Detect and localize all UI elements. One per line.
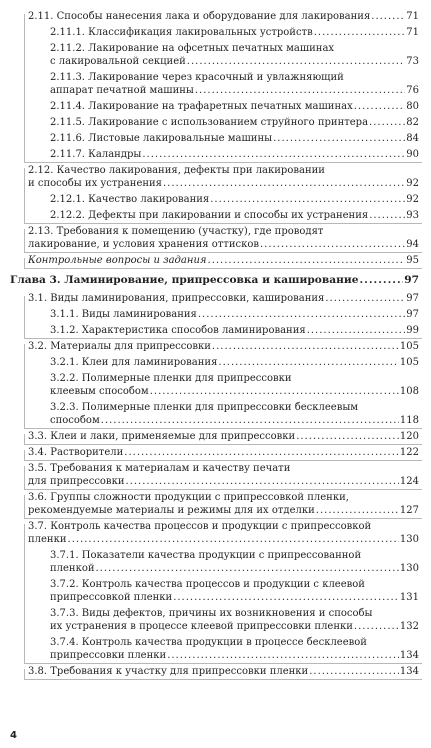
toc-entry-title: аппарат печатной машины — [50, 85, 194, 96]
toc-entry-title: 2.11.5. Лакирование с использованием струйного принтера — [50, 117, 369, 128]
toc-entry-title: 2.11. Способы нанесения лака и оборудование для лакирования — [28, 11, 371, 22]
toc-entry-title: 2.11.3. Лакирование через красочный и увлажняющий — [50, 72, 344, 83]
toc-entry-title: 3.6. Группы сложности продукции с припрессовкой пленки, — [28, 492, 349, 503]
toc-group-bracket — [24, 14, 422, 163]
toc-entry-title: 3.7.2. Контроль качества процессов и продукции с клеевой — [50, 579, 365, 590]
toc-entry-title: и способы их устранения — [28, 178, 162, 189]
toc-entry-title: рекомендуемые материалы и режимы для их отделки — [28, 505, 315, 516]
toc-page-number: 84 — [406, 133, 419, 144]
toc-page-number: 97 — [404, 274, 419, 286]
toc-entry-title: клеевым способом — [50, 386, 149, 397]
toc-group-bracket — [24, 669, 422, 680]
toc-entry-title: припрессовкой пленки — [50, 592, 173, 603]
toc-entry-title: 3.2.3. Полимерные пленки для припрессовки бесклеевым — [50, 402, 359, 413]
toc-entry-title: 2.11.6. Листовые лакировальные машины — [50, 133, 273, 144]
toc-page-number: 82 — [406, 117, 419, 128]
toc-page-number: 94 — [406, 239, 419, 250]
toc-entry-title: 3.4. Растворители — [28, 447, 124, 458]
toc-entry-title: 2.11.1. Классификация лакировальных устройств — [50, 27, 313, 38]
toc-entry-title: 3.7.1. Показатели качества продукции с припрессованной — [50, 550, 362, 561]
toc-page-number: 93 — [406, 210, 419, 221]
toc-group-bracket — [24, 258, 422, 269]
toc-page-number: 73 — [406, 56, 419, 67]
toc-page-number: 120 — [399, 431, 419, 442]
toc-page-number: 99 — [406, 325, 419, 336]
toc-entry-title: пленки — [28, 534, 67, 545]
toc-entry-title: 3.2. Материалы для припрессовки — [28, 341, 211, 352]
toc-group-bracket — [24, 450, 422, 461]
toc-page-number: 92 — [406, 194, 419, 205]
toc-page-number: 130 — [399, 534, 419, 545]
toc-page-number: 76 — [406, 85, 419, 96]
toc-page-number: 124 — [399, 476, 419, 487]
toc-entry-title: 3.1.2. Характеристика способов ламинирования — [50, 325, 306, 336]
toc-entry-title: 3.7.3. Виды дефектов, причины их возникновения и способы — [50, 608, 373, 619]
toc-entry-title: 3.1. Виды ламинирования, припрессовки, каширования — [28, 293, 325, 304]
toc-page-number: 92 — [406, 178, 419, 189]
toc-page-number: 122 — [399, 447, 419, 458]
toc-group-bracket — [24, 229, 422, 253]
toc-page-number: 127 — [399, 505, 419, 516]
toc-entry-title: Глава 3. Ламинирование, припрессовка и каширование — [10, 274, 359, 286]
toc-entry-title: 3.2.1. Клеи для ламинирования — [50, 357, 218, 368]
toc-page-number: 95 — [406, 255, 419, 266]
toc-group-bracket — [24, 434, 422, 445]
toc-entry-title: 3.5. Требования к материалам и качеству печати — [28, 463, 291, 474]
toc-entry-title: припрессовки пленки — [50, 650, 167, 661]
toc-entry-title: 2.11.2. Лакирование на офсетных печатных машинах — [50, 43, 335, 54]
toc-page-number: 134 — [399, 666, 419, 677]
toc-entry-title: лакирование, и условия хранения оттисков — [28, 239, 259, 250]
toc-entry-title: 3.7. Контроль качества процессов и продукции с припрессовкой — [28, 521, 372, 532]
toc-entry-title: 3.8. Требования к участку для припрессовки пленки — [28, 666, 309, 677]
toc-group-bracket — [24, 524, 422, 664]
toc-entry-title: 2.11.7. Каландры — [50, 149, 142, 160]
toc-page-number: 71 — [406, 11, 419, 22]
toc-page-number: 105 — [399, 341, 419, 352]
toc-page-number: 134 — [399, 650, 419, 661]
toc-group-bracket — [24, 344, 422, 429]
toc-page-number: 71 — [406, 27, 419, 38]
toc-entry-title: 2.12.2. Дефекты при лакировании и способы их устранения — [50, 210, 369, 221]
toc-entry-title: пленкой — [50, 563, 95, 574]
toc-page-number: 132 — [399, 621, 419, 632]
toc-group-bracket — [24, 296, 422, 339]
toc-entry-title: с лакировальной секцией — [50, 56, 186, 67]
toc-entry-title: 2.11.4. Лакирование на трафаретных печатных машинах — [50, 101, 353, 112]
toc-page-number: 130 — [399, 563, 419, 574]
toc-page-number: 97 — [406, 293, 419, 304]
toc-entry-title: Контрольные вопросы и задания — [28, 255, 207, 266]
toc-page-number: 97 — [406, 309, 419, 320]
toc-page-number: 118 — [399, 415, 419, 426]
toc-entry-title: 2.12. Качество лакирования, дефекты при лакировании — [28, 165, 325, 176]
toc-leader-dots — [359, 274, 403, 287]
toc-entry-title: 3.2.2. Полимерные пленки для припрессовки — [50, 373, 292, 384]
toc-entry-title: 3.7.4. Контроль качества продукции в процессе бесклеевой — [50, 637, 367, 648]
toc-group-bracket — [24, 168, 422, 224]
toc-page-number: 108 — [399, 386, 419, 397]
toc-entry-title: для припрессовки — [28, 476, 125, 487]
toc-entry-title: способом — [50, 415, 100, 426]
toc-entry-title: 2.12.1. Качество лакирования — [50, 194, 210, 205]
toc-group-bracket — [24, 466, 422, 490]
toc-page-number: 90 — [406, 149, 419, 160]
toc-entry-title: их устранения в процессе клеевой припрессовки пленки — [50, 621, 353, 632]
toc-entry-title: 2.13. Требования к помещению (участку), где проводят — [28, 226, 324, 237]
toc-entry-title: 3.3. Клеи и лаки, применяемые для припрессовки — [28, 431, 296, 442]
toc-entry-title: 3.1.1. Виды ламинирования — [50, 309, 197, 320]
toc-group-bracket — [24, 495, 422, 519]
toc-page-number: 131 — [399, 592, 419, 603]
toc-page-number: 80 — [406, 101, 419, 112]
page-number: 4 — [10, 730, 17, 741]
toc-page-number: 105 — [399, 357, 419, 368]
